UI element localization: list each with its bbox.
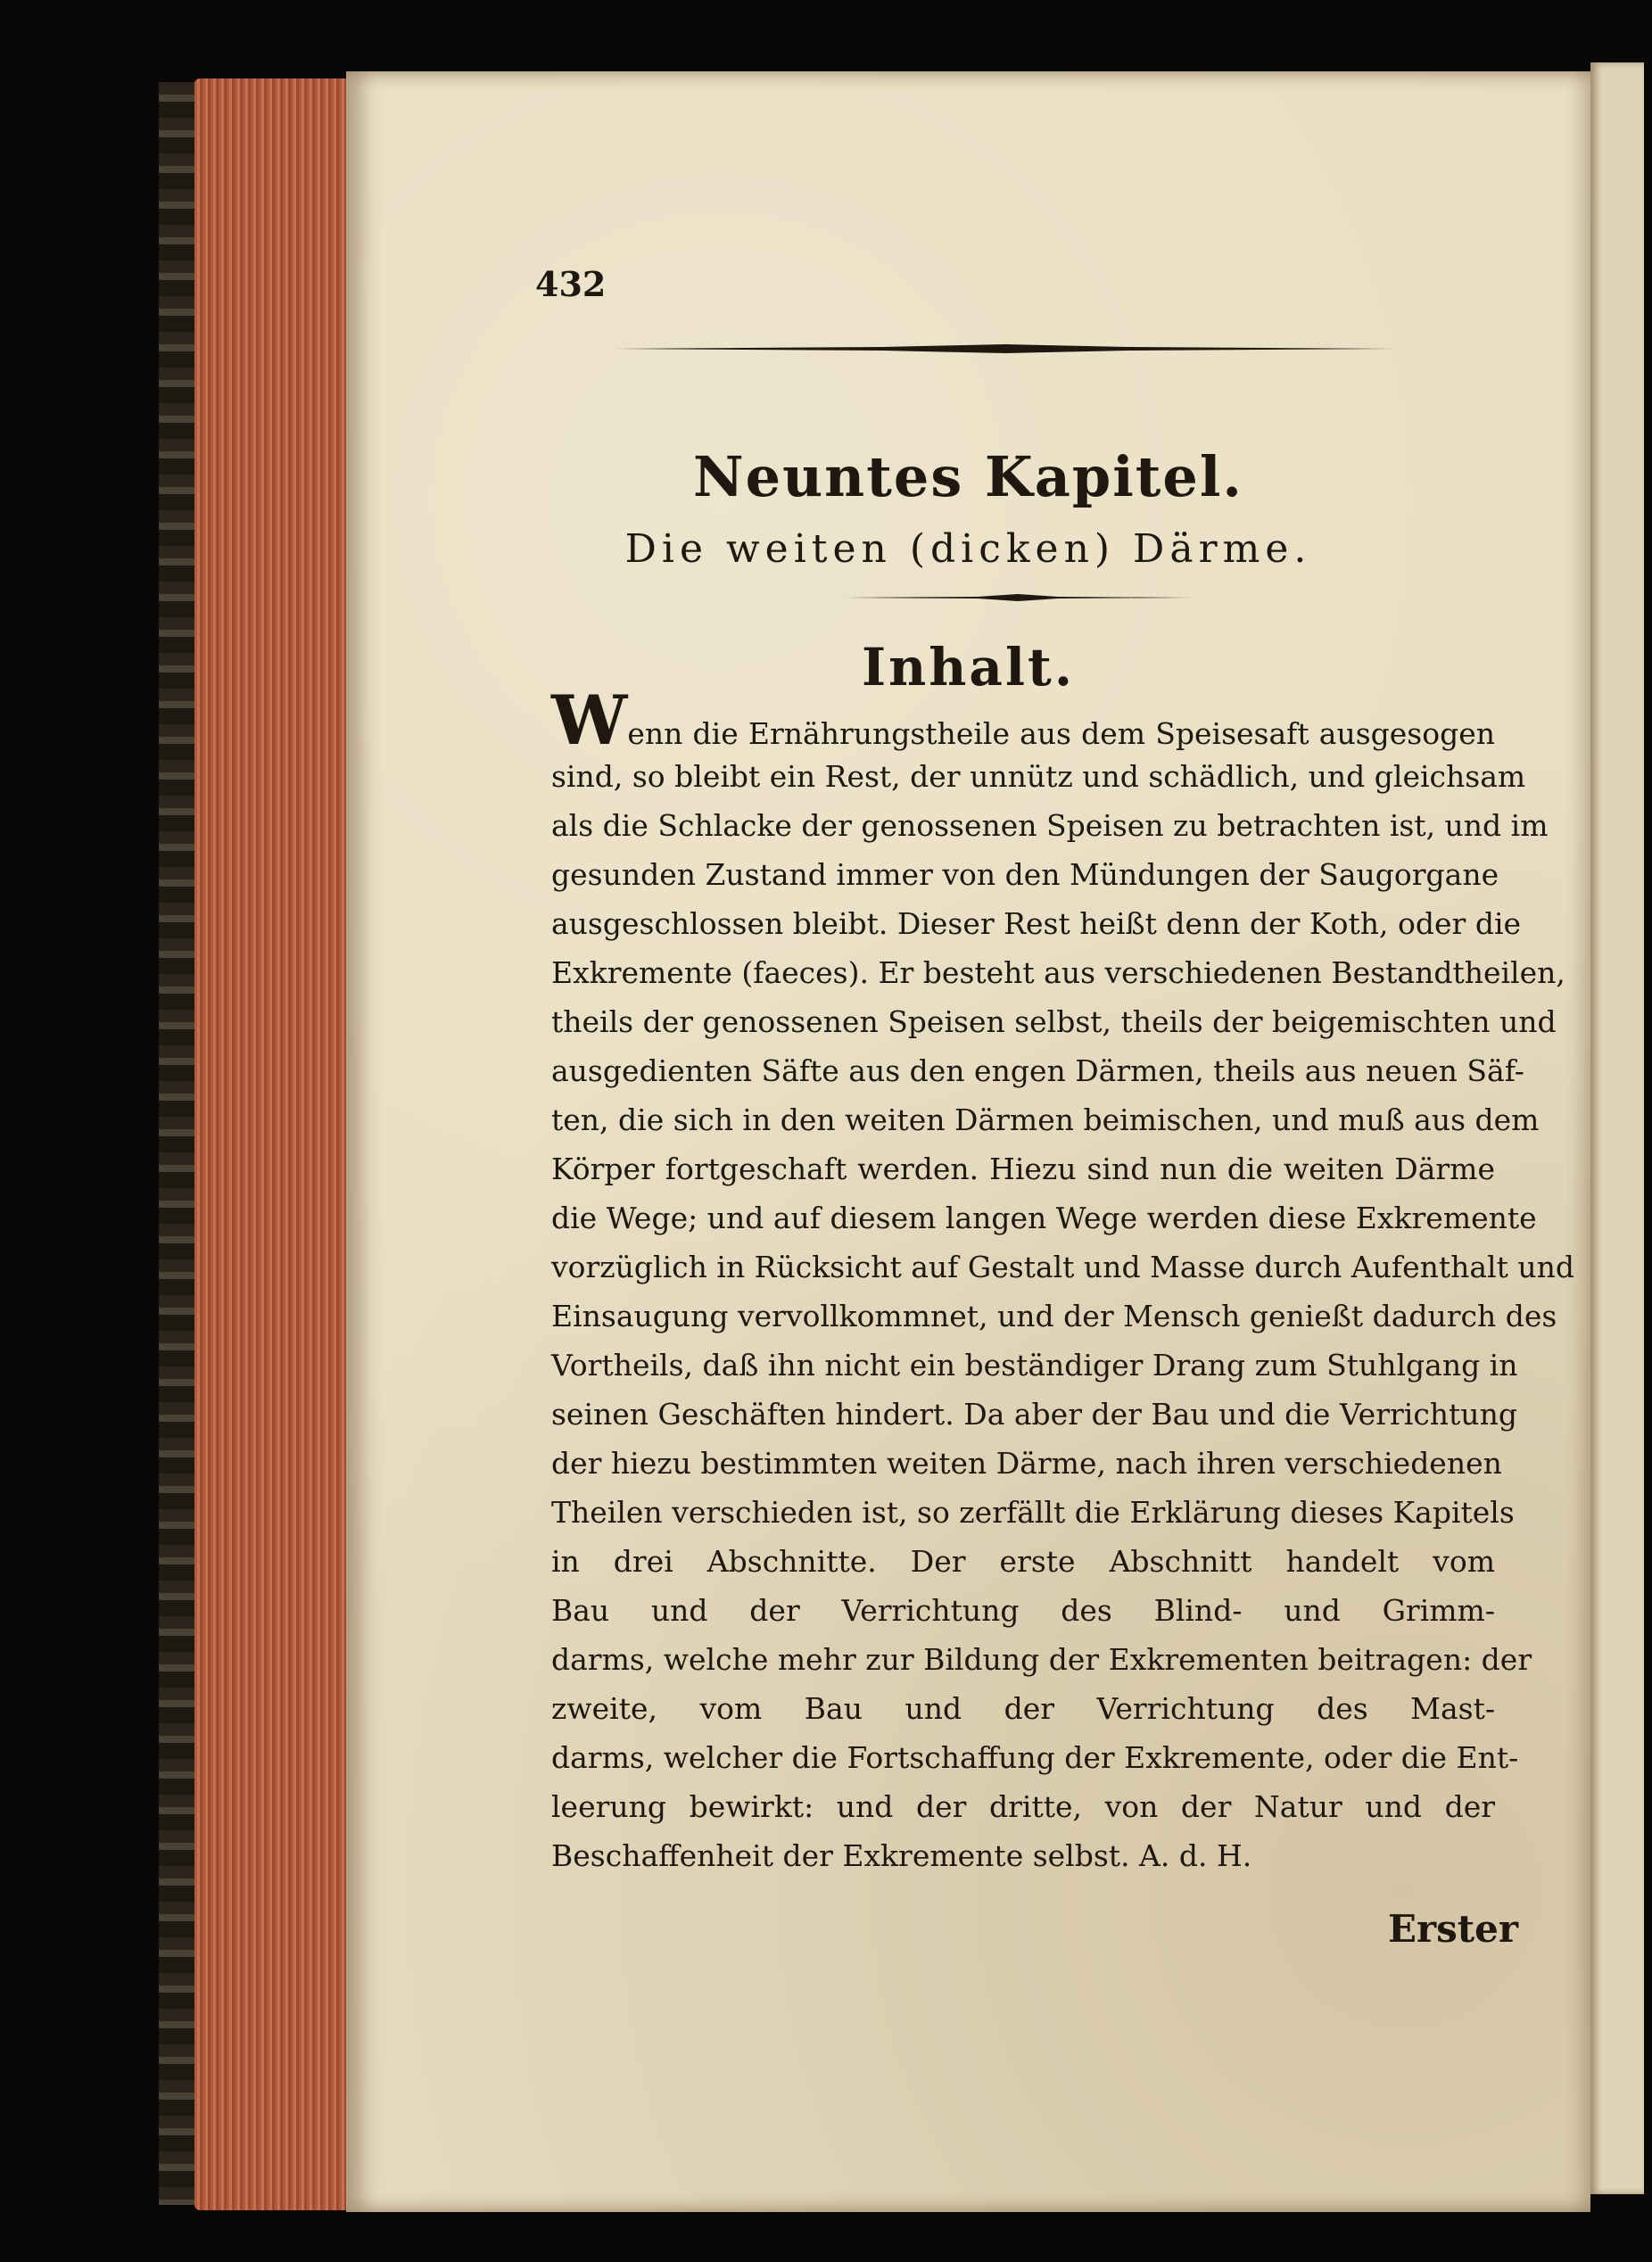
chapter-title: Neuntes Kapitel. [692, 444, 1244, 509]
page-number: 432 [535, 264, 607, 304]
body-text [551, 681, 1574, 1880]
text-line: sind, so bleibt ein Rest, der unnütz und schädlich, und gleichsam [551, 759, 1526, 794]
text-line: ten, die sich in den weiten Därmen beimischen, und muß aus dem [551, 1102, 1540, 1137]
page-edges [194, 78, 359, 2210]
text-line: Vortheils, daß ihn nicht ein beständiger Drang zum Stuhlgang in [551, 1348, 1518, 1383]
text-line: Körper fortgeschaft werden. Hiezu sind nun die weiten Därme [551, 1152, 1495, 1186]
text-line: ausgeschlossen bleibt. Dieser Rest heißt denn der Koth, oder die [551, 906, 1522, 941]
text-line: ausgedienten Säfte aus den engen Därmen, theils aus neuen Säf- [551, 1053, 1524, 1088]
text-line: gesunden Zustand immer von den Mündungen der Saugorgane [551, 857, 1499, 892]
drop-cap: W [551, 681, 628, 760]
text-line: Beschaffenheit der Exkremente selbst. A. d. H. [551, 1838, 1252, 1873]
chapter-subtitle: Die weiten (dicken) Därme. [624, 526, 1312, 572]
text-line: darms, welche mehr zur Bildung der Exkrementen beitragen: der [551, 1642, 1532, 1677]
text-line: als die Schlacke der genossenen Speisen zu betrachten ist, und im [551, 808, 1549, 843]
text-line: Einsaugung vervollkommnet, und der Mensch genießt dadurch des [551, 1299, 1557, 1333]
text-line: Exkremente (faeces). Er besteht aus verschiedenen Bestandtheilen, [551, 955, 1565, 990]
text-line: seinen Geschäften hindert. Da aber der Bau und die Verrichtung [551, 1397, 1517, 1432]
text-line: darms, welcher die Fortschaffung der Exkremente, oder die Ent- [551, 1740, 1519, 1775]
text-line: der hiezu bestimmten weiten Därme, nach ihren verschiedenen [551, 1446, 1502, 1481]
text-line: Bau und der Verrichtung des Blind- und Grimm- [551, 1593, 1495, 1628]
text-line: die Wege; und auf diesem langen Wege werden diese Exkremente [551, 1201, 1537, 1235]
text-line: Wenn die Ernährungstheile aus dem Speisesaft ausgesogen [551, 681, 1495, 760]
facing-page-edge [1590, 62, 1644, 2194]
ornamental-rule-top [615, 343, 1396, 355]
ornamental-rule-middle [844, 593, 1192, 602]
text-line: Theilen verschieden ist, so zerfällt die Erklärung dieses Kapitels [551, 1495, 1515, 1530]
text-line: zweite, vom Bau und der Verrichtung des Mast- [551, 1691, 1495, 1726]
text-line: leerung bewirkt: und der dritte, von der Natur und der [551, 1789, 1495, 1824]
text-line: theils der genossenen Speisen selbst, theils der beigemischten und [551, 1004, 1557, 1039]
catchword: Erster [1388, 1907, 1519, 1951]
text-line: in drei Abschnitte. Der erste Abschnitt handelt vom [551, 1544, 1495, 1579]
section-heading: Inhalt. [861, 637, 1076, 698]
text-line: vorzüglich in Rücksicht auf Gestalt und Masse durch Aufenthalt und [551, 1250, 1574, 1284]
